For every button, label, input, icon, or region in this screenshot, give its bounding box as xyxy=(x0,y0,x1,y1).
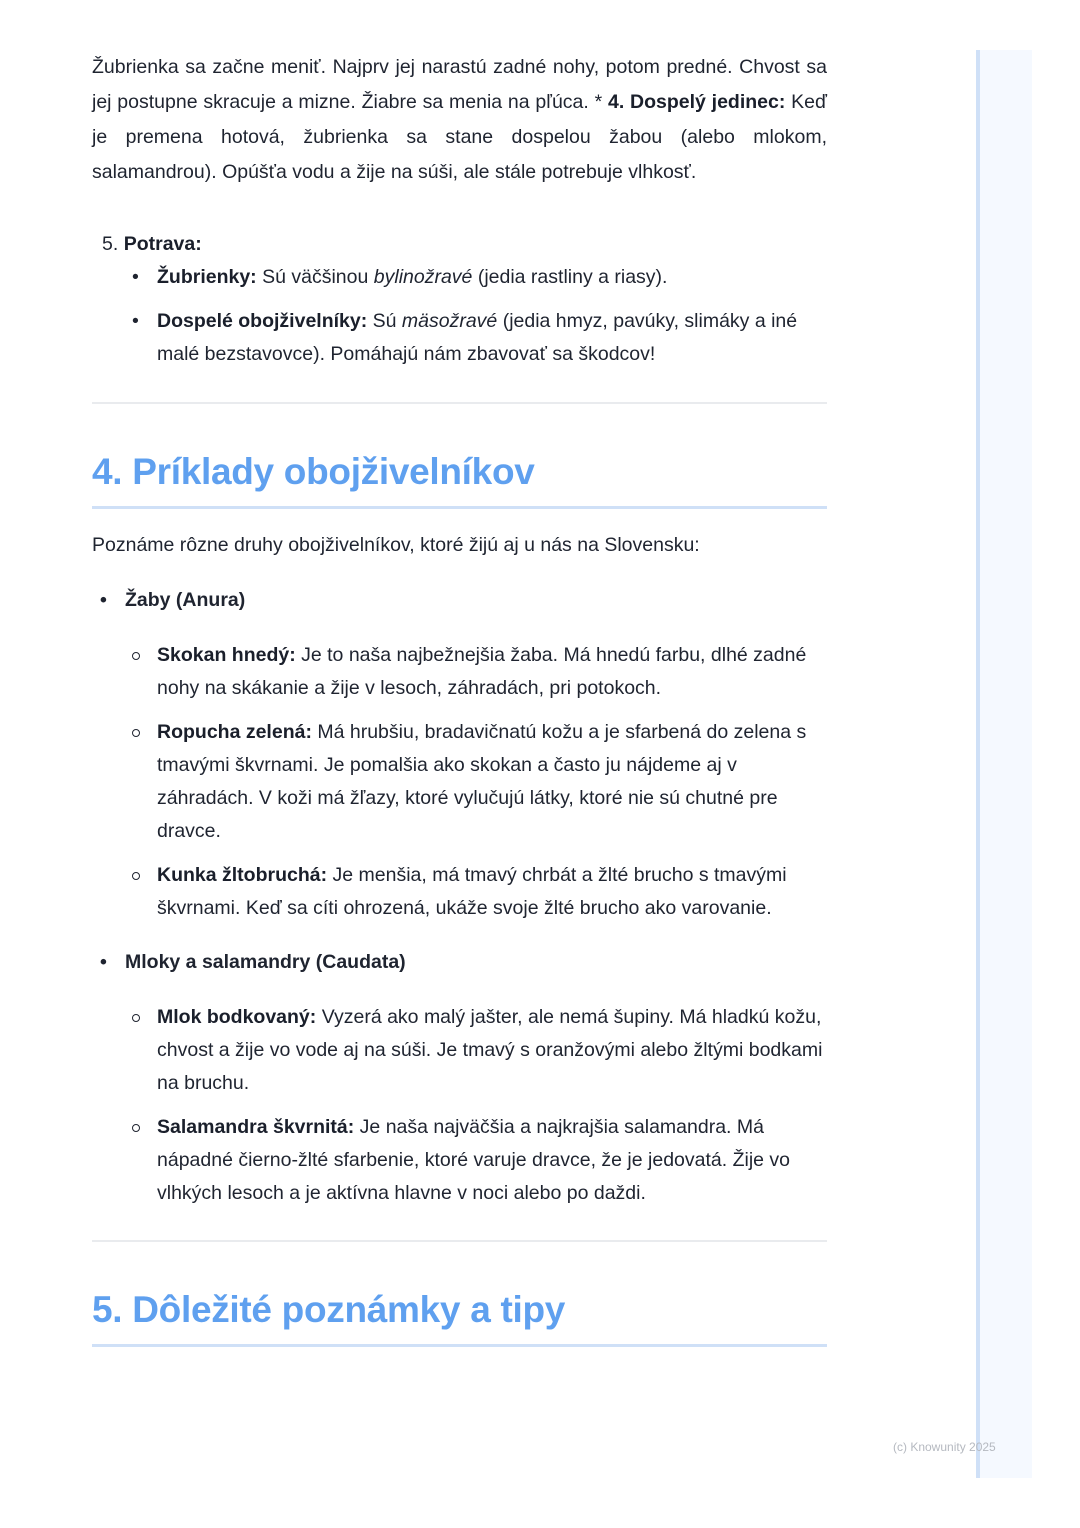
section-divider xyxy=(92,1240,827,1242)
potrava-sublist xyxy=(92,261,827,371)
item-label: Mlok bodkovaný: xyxy=(157,1006,317,1028)
circle-bullet-icon xyxy=(132,652,140,660)
item-label: Ropucha zelená: xyxy=(157,721,312,743)
item-text: Vyzerá ako malý jašter, ale nemá šupiny. Má hladkú kožu, chvost a žije vo vode aj na súši. Je tmavý s oranžovými alebo žltými bodkami na bruchu. xyxy=(157,1006,823,1094)
circle-bullet-icon xyxy=(132,1014,140,1022)
bullet-icon: • xyxy=(100,951,107,973)
list-number: 5. xyxy=(102,233,119,255)
bullet-icon: • xyxy=(132,266,139,288)
group-title-salamanders xyxy=(92,946,827,979)
item-emphasis: mäsožravé xyxy=(401,310,498,332)
list-item xyxy=(92,1001,827,1100)
section-heading-4: 4. Príklady obojživelníkov xyxy=(92,450,827,509)
section-heading-5: 5. Dôležité poznámky a tipy xyxy=(92,1288,827,1347)
bullet-icon: • xyxy=(100,589,107,611)
item-text: Je naša najväčšia a najkrajšia salamandra. Má nápadné čierno-žlté sfarbenie, ktoré varuje dravce, že je jedovatá. Žije vo vlhkých lesoch a je aktívna hlavne v noci alebo po daždi. xyxy=(157,1116,791,1204)
list-item xyxy=(92,261,827,294)
item-text: Sú xyxy=(367,310,402,332)
item-label: Skokan hnedý: xyxy=(157,644,296,666)
section-divider xyxy=(92,402,827,404)
document-page xyxy=(92,50,827,1347)
item-label: Kunka žltobruchá: xyxy=(157,864,328,886)
list-item xyxy=(92,305,827,371)
group-label: Mloky a salamandry (Caudata) xyxy=(125,951,406,973)
potrava-list-item xyxy=(92,228,827,261)
item-label: Dospelé obojživelníky: xyxy=(157,310,368,332)
group-title-frogs xyxy=(92,584,827,617)
salamanders-list xyxy=(92,1001,827,1210)
metamorphosis-continuation xyxy=(92,50,827,190)
circle-bullet-icon xyxy=(132,872,140,880)
item-text: (jedia rastliny a riasy). xyxy=(472,266,668,288)
frogs-list xyxy=(92,639,827,925)
circle-bullet-icon xyxy=(132,1124,140,1132)
item-label: Žubrienky: xyxy=(157,266,257,288)
potrava-title: Potrava: xyxy=(123,233,202,255)
stage3-text: Žubrienka sa začne meniť. Najprv jej narastú zadné nohy, potom predné. Chvost sa jej postupne skracuje a mizne. Žiabre sa menia na pľúca. * xyxy=(92,56,827,113)
stage4-text: Keď je premena hotová, žubrienka sa stane dospelou žabou (alebo mlokom, salamandrou). Opúšťa vodu a žije na súši, ale stále potrebuje vlhkosť. xyxy=(92,91,827,183)
stage4-label: 4. Dospelý jedinec: xyxy=(607,91,786,113)
circle-bullet-icon xyxy=(132,729,140,737)
list-item xyxy=(92,1111,827,1210)
item-text: (jedia hmyz, pavúky, slimáky a iné malé bezstavovce). Pomáhajú nám zbavovať sa škodcov! xyxy=(157,310,798,365)
item-emphasis: bylinožravé xyxy=(373,266,473,288)
copyright-footer: (c) Knowunity 2025 xyxy=(893,1440,996,1454)
list-item xyxy=(92,639,827,705)
section-intro: Poznáme rôzne druhy obojživelníkov, ktoré žijú aj u nás na Slovensku: xyxy=(92,534,700,556)
item-text: Sú väčšinou xyxy=(256,266,374,288)
item-text: Je menšia, má tmavý chrbát a žlté brucho s tmavými škvrnami. Keď sa cíti ohrozená, ukáže svoje žlté brucho ako varovanie. xyxy=(157,864,787,919)
bullet-icon: • xyxy=(132,310,139,332)
item-label: Salamandra škvrnitá: xyxy=(157,1116,355,1138)
list-item xyxy=(92,859,827,925)
item-text: Je to naša najbežnejšia žaba. Má hnedú farbu, dlhé zadné nohy na skákanie a žije v lesoch, záhradách, pri potokoch. xyxy=(157,644,807,699)
item-text: Má hrubšiu, bradavičnatú kožu a je sfarbená do zelena s tmavými škvrnami. Je pomalšia ako skokan a často ju nájdeme aj v záhradách. V koži má žľazy, ktoré vylučujú látky, ktoré nie sú chutné pre dravce. xyxy=(157,721,807,842)
side-panel xyxy=(976,50,1032,1478)
group-label: Žaby (Anura) xyxy=(125,589,246,611)
list-item xyxy=(92,716,827,848)
